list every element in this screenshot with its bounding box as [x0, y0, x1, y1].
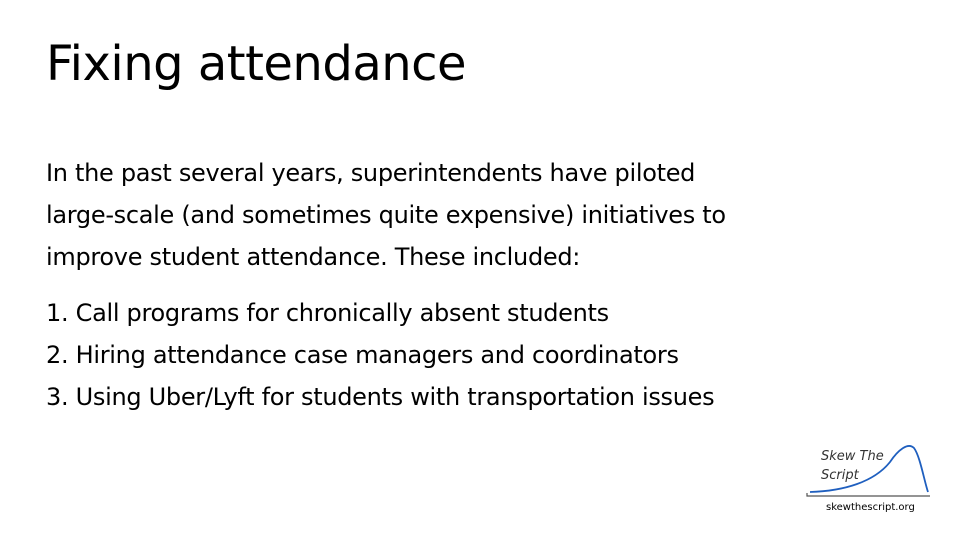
slide-title: Fixing attendance: [46, 36, 467, 92]
list-item-call-programs: 1. Call programs for chronically absent students: [46, 299, 609, 327]
list-item-case-managers: 2. Hiring attendance case managers and coordinators: [46, 341, 679, 369]
intro-paragraph: [46, 152, 926, 278]
intro-line-2: large-scale (and sometimes quite expensive) initiatives to: [46, 201, 726, 229]
list-item-uber-lyft: 3. Using Uber/Lyft for students with transportation issues: [46, 383, 715, 411]
intro-line-1: In the past several years, superintendents have piloted: [46, 159, 696, 187]
intro-line-3: improve student attendance. These included:: [46, 243, 581, 271]
slide-body: [46, 152, 926, 418]
logo-text-line-2: Script: [821, 468, 859, 483]
logo-text-line-1: Skew The: [821, 449, 884, 464]
site-url: skewthescript.org: [826, 502, 915, 513]
initiatives-list: [46, 292, 926, 418]
skew-the-script-logo: [804, 440, 934, 500]
logo-axis: [807, 493, 930, 496]
